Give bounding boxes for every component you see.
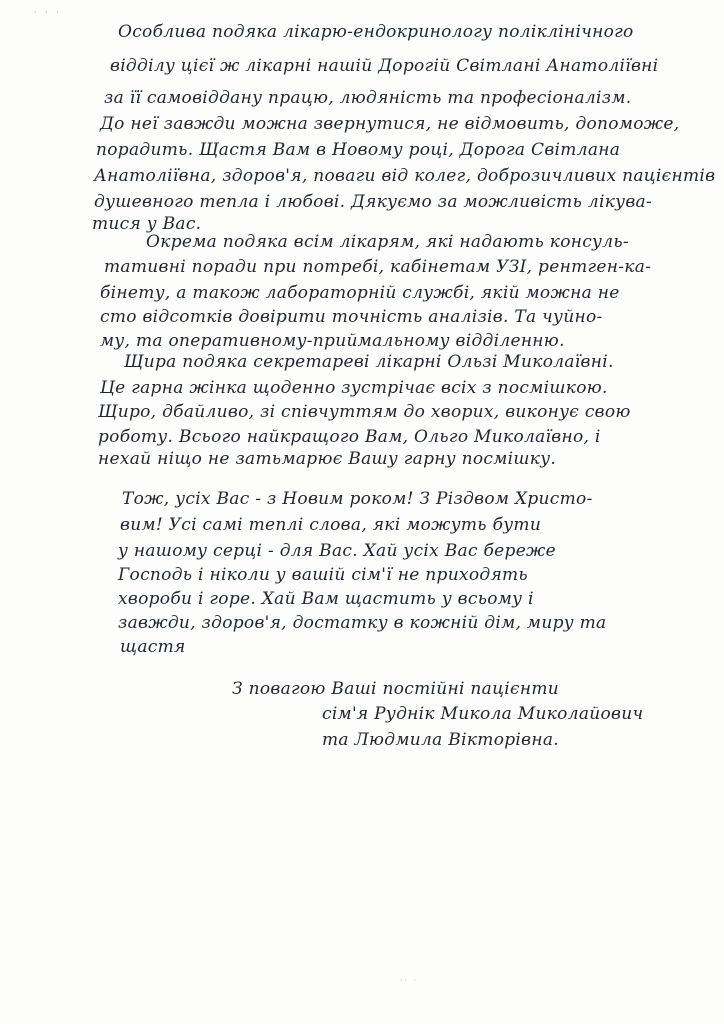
text-line: нехай ніщо не затьмарює Вашу гарну посмішку.	[98, 449, 557, 469]
text-line: Особлива подяка лікарю-ендокринологу поліклінічного	[118, 22, 634, 42]
text-line: сто відсотків довірити точність аналізів. Та чуйно-	[100, 307, 603, 327]
text-line: Тож, усіх Вас - з Новим роком! З Різдвом Христо-	[122, 489, 593, 509]
text-line: тативні поради при потребі, кабінетам УЗІ, рентген-ка-	[104, 257, 652, 277]
text-line: відділу цієї ж лікарні нашій Дорогій Світлані Анатоліївні	[110, 56, 659, 76]
text-line: Це гарна жінка щоденно зустрічає всіх з посмішкою.	[100, 378, 608, 398]
text-line: щастя	[120, 637, 186, 657]
text-line: за її самовіддану працю, людяність та професіоналізм.	[104, 88, 632, 108]
text-line: Господь і ніколи у вашій сім'ї не приходять	[118, 565, 528, 585]
signature-line: сім'я Руднік Микола Миколайович	[322, 704, 644, 724]
scan-artifact: · · ·	[34, 8, 62, 17]
text-line: До неї завжди можна звернутися, не відмовить, допоможе,	[100, 114, 680, 134]
text-line: хвороби і горе. Хай Вам щастить у всьому і	[118, 589, 534, 609]
text-line: Окрема подяка всім лікарям, які надають консуль-	[146, 232, 629, 252]
text-line: му, та оперативному-приймальному відділенню.	[100, 331, 565, 351]
scan-speck: ·· ·	[400, 976, 419, 985]
text-line: порадить. Щастя Вам в Новому році, Дорога Світлана	[96, 140, 621, 160]
text-line: Щира подяка секретареві лікарні Ользі Миколаївні.	[124, 352, 614, 372]
text-line: роботу. Всього найкращого Вам, Ольго Миколаївно, і	[98, 427, 601, 447]
text-line: Анатоліївна, здоров'я, поваги від колег, доброзичливих пацієнтів	[94, 166, 716, 186]
text-line: душевного тепла і любові. Дякуємо за можливість лікува-	[94, 192, 652, 212]
signature-line: З повагою Ваші постійні пацієнти	[232, 679, 559, 699]
text-line: завжди, здоров'я, достатку в кожній дім, миру та	[118, 613, 607, 633]
text-line: тися у Вас.	[92, 214, 202, 234]
text-line: вим! Усі самі теплі слова, які можуть бути	[120, 515, 542, 535]
text-line: бінету, а також лабораторній службі, якій можна не	[100, 283, 620, 303]
text-line: у нашому серці - для Вас. Хай усіх Вас береже	[118, 541, 557, 561]
text-line: Щиро, дбайливо, зі співчуттям до хворих, виконує свою	[98, 402, 631, 422]
signature-line: та Людмила Вікторівна.	[322, 730, 559, 750]
